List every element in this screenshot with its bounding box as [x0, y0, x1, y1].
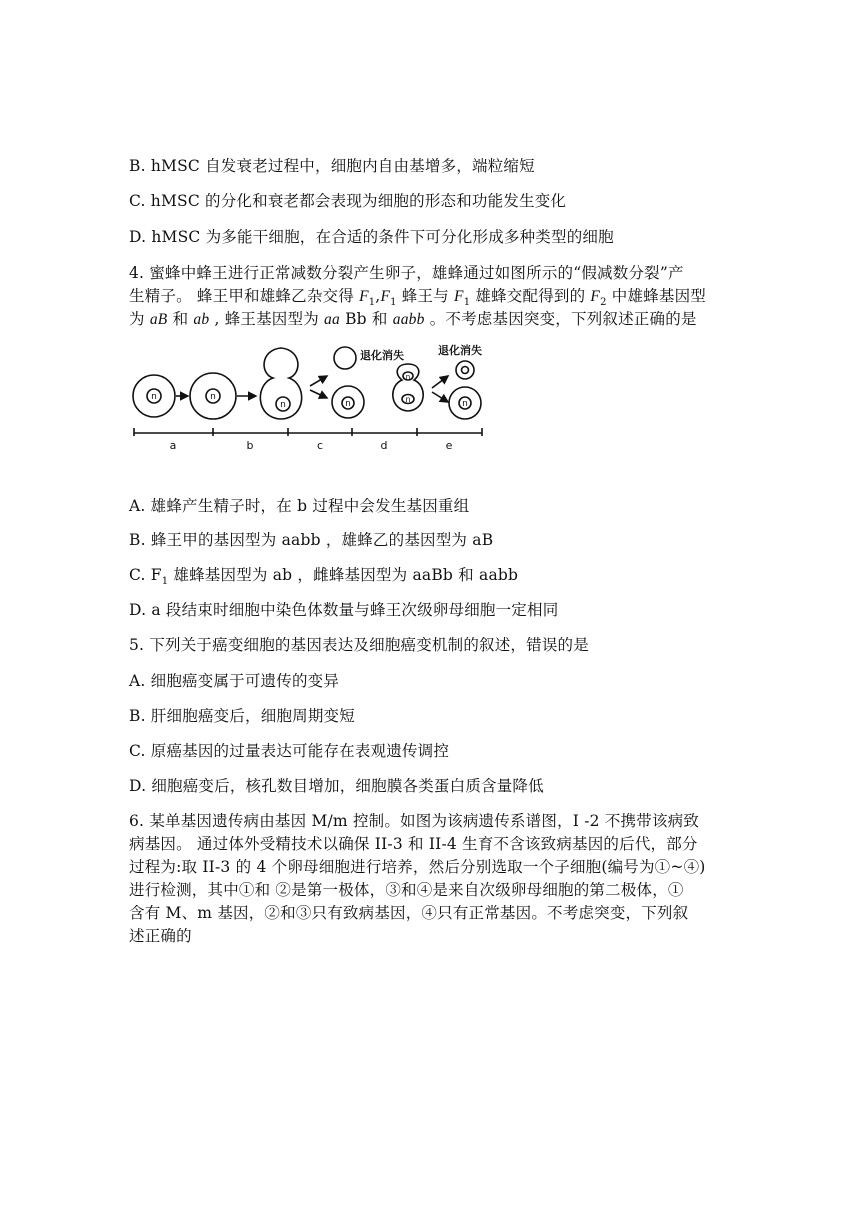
nucleus-label: n: [345, 399, 351, 409]
nucleus-label: n: [405, 395, 411, 404]
stage-label-d: d: [380, 439, 388, 452]
f2-symbol: F: [590, 288, 601, 305]
stage-label-e: e: [445, 439, 453, 452]
comma: ,: [375, 287, 381, 305]
q4-option-a: A. 雄蜂产生精子时，在 b 过程中会发生基因重组: [129, 497, 470, 515]
q5-option-a: A. 细胞癌变属于可遗传的变异: [129, 672, 340, 690]
q5-option-d: D. 细胞癌变后，核孔数目增加，细胞膜各类蛋白质含量降低: [129, 777, 544, 795]
q4-stem-text: 中雄蜂基因型: [606, 287, 706, 305]
genotype-aabb: aabb: [392, 311, 425, 328]
stage-label-a: a: [169, 439, 177, 452]
q6-line-3: 过程为:取 II-3 的 4 个卵母细胞进行培养，然后分别选取一个子细胞(编号为①~④): [129, 858, 706, 876]
q4-stem-text: , 蜂王基因型为: [209, 310, 325, 328]
q3-option-c: C. hMSC 的分化和衰老都会表现为细胞的形态和功能发生变化: [129, 192, 567, 210]
q4-stem-text: 蜂王与: [396, 287, 455, 305]
f1-subscript: 1: [161, 576, 169, 588]
pseudo-meiosis-figure: [126, 340, 498, 452]
f1-symbol: F: [380, 288, 391, 305]
q4-option-d: D. a 段结束时细胞中染色体数量与蜂王次级卵母细胞一定相同: [129, 601, 559, 619]
q4-stem-text: 。不考虑基因突变，下列叙述正确的是: [424, 310, 697, 328]
q6-line-5: 含有 M、m 基因，②和③只有致病基因，④只有正常基因。不考虑突变，下列叙: [129, 904, 689, 922]
q6-line-2: 病基因。 通过体外受精技术以确保 II-3 和 II-4 生育不含该致病基因的后代，部分: [129, 835, 698, 853]
f1-symbol: F: [359, 288, 369, 305]
q4-stem-text: 雄蜂交配得到的: [470, 287, 591, 305]
degenerating-cell-2: [456, 361, 474, 379]
f1-subscript: 1: [390, 297, 397, 309]
q4-stem-text: Bb 和: [339, 310, 393, 328]
q4-stem-line1: 4. 蜜蜂中蜂王进行正常减数分裂产生卵子，雄蜂通过如图所示的“假减数分裂”产: [129, 264, 684, 282]
nucleus-label: n: [210, 392, 216, 402]
genotype-aB: aB: [149, 311, 168, 328]
q6-line-6: 述正确的: [129, 927, 192, 945]
degenerating-cell-2-nucleus: [462, 367, 469, 374]
degenerating-bud-1: [334, 347, 356, 369]
q4-option-b: B. 蜂王甲的基因型为 aabb ，雄蜂乙的基因型为 aB: [129, 531, 494, 549]
q4-stem-line3: [129, 308, 697, 331]
degenerate-label-2: 退化消失: [438, 344, 482, 357]
q6-line-4: 进行检测，其中①和 ②是第一极体，③和④是来自次级卵母细胞的第二极体，①: [129, 881, 684, 899]
q3-option-b: B. hMSC 自发衰老过程中，细胞内自由基增多，端粒缩短: [129, 157, 535, 175]
q4-option-c-prefix: C. F: [129, 566, 162, 584]
genotype-ab: ab: [193, 311, 210, 328]
q3-option-d: D. hMSC 为多能干细胞，在合适的条件下可分化形成多种类型的细胞: [129, 228, 614, 246]
q6-line-1: 6. 某单基因遗传病由基因 M/m 控制。如图为该病遗传系谱图，I -2 不携带该病致: [129, 812, 700, 830]
q4-stem-text: 生精子。 蜂王甲和雄蜂乙杂交得: [129, 287, 360, 305]
q5-option-c: C. 原癌基因的过量表达可能存在表观遗传调控: [129, 742, 450, 760]
f1-subscript: 1: [463, 297, 471, 309]
q4-stem-text: 为: [129, 310, 150, 328]
q4-stem-text: 和: [167, 310, 194, 328]
q4-option-c: [129, 564, 518, 593]
q5-stem: 5. 下列关于癌变细胞的基因表达及细胞癌变机制的叙述，错误的是: [129, 636, 589, 654]
q5-option-b: B. 肝细胞癌变后，细胞周期变短: [129, 707, 355, 725]
nucleus-label: n: [405, 373, 411, 381]
nucleus-label: n: [280, 400, 286, 410]
stage-label-c: c: [316, 439, 324, 452]
f1-subscript: 1: [368, 297, 376, 309]
f1-symbol: F: [454, 288, 464, 305]
stage-label-b: b: [246, 439, 254, 452]
f2-subscript: 2: [600, 297, 607, 309]
degenerate-label-1: 退化消失: [360, 349, 404, 362]
nucleus-label: n: [462, 399, 468, 409]
genotype-aa: aa: [324, 311, 340, 328]
q4-option-c-text: 雄蜂基因型为 ab ，雌蜂基因型为 aaBb 和 aabb: [168, 566, 519, 584]
nucleus-label: n: [151, 392, 157, 402]
